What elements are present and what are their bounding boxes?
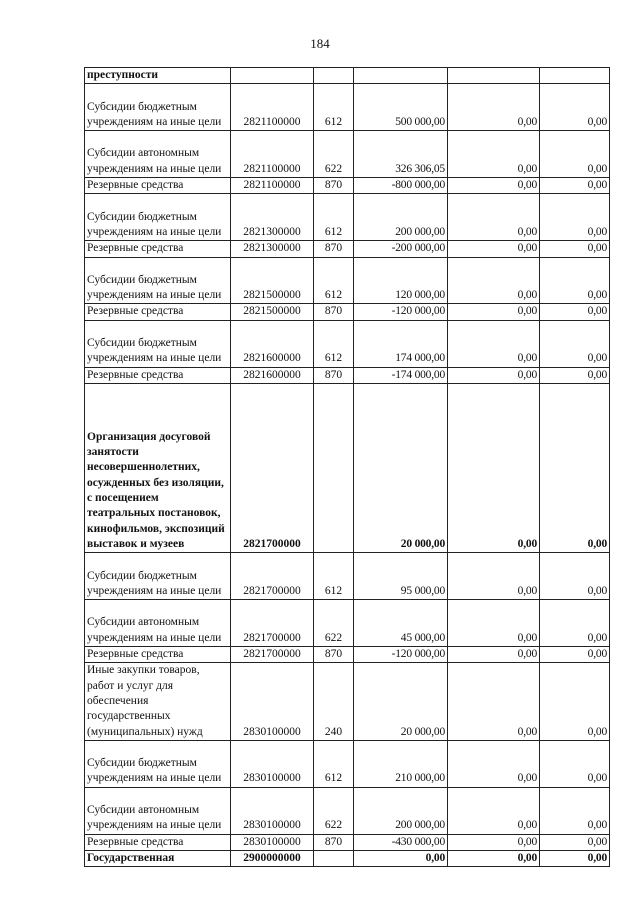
row-code-cell: 2821300000	[231, 241, 314, 257]
row-sum-2-cell: 0,00	[448, 647, 540, 663]
row-sum-3-cell: 0,00	[540, 850, 610, 866]
table-row	[85, 850, 610, 866]
row-code-cell: 2821700000	[231, 383, 314, 552]
row-sum-3-cell: 0,00	[540, 194, 610, 241]
row-sum-2-cell: 0,00	[448, 194, 540, 241]
row-sum-3-cell: 0,00	[540, 131, 610, 178]
row-sum-2-cell: 0,00	[448, 787, 540, 834]
row-expense-type-cell: 612	[314, 194, 354, 241]
row-name-cell: преступности	[85, 68, 231, 84]
page-number: 184	[310, 36, 330, 51]
row-code-cell: 2821700000	[231, 553, 314, 600]
row-sum-2-cell: 0,00	[448, 600, 540, 647]
row-name-cell: Субсидии автономным учреждениям на иные цели	[85, 131, 231, 178]
row-sum-3-cell: 0,00	[540, 367, 610, 383]
row-expense-type-cell: 870	[314, 304, 354, 320]
table-row	[85, 663, 610, 741]
row-name-cell: Субсидии бюджетным учреждениям на иные цели	[85, 320, 231, 367]
row-name-cell: Резервные средства	[85, 834, 231, 850]
row-name-cell: Субсидии бюджетным учреждениям на иные цели	[85, 257, 231, 304]
row-sum-1-cell: -200 000,00	[354, 241, 448, 257]
row-sum-1-cell: -800 000,00	[354, 178, 448, 194]
row-sum-3-cell: 0,00	[540, 257, 610, 304]
row-expense-type-cell	[314, 68, 354, 84]
row-sum-2-cell: 0,00	[448, 850, 540, 866]
row-sum-2-cell: 0,00	[448, 383, 540, 552]
row-expense-type-cell	[314, 850, 354, 866]
row-expense-type-cell: 870	[314, 178, 354, 194]
row-code-cell: 2830100000	[231, 787, 314, 834]
table-row	[85, 131, 610, 178]
table-row	[85, 241, 610, 257]
row-sum-2-cell: 0,00	[448, 304, 540, 320]
row-sum-3-cell: 0,00	[540, 320, 610, 367]
table-row	[85, 600, 610, 647]
budget-table-body	[85, 68, 610, 867]
row-expense-type-cell: 870	[314, 367, 354, 383]
table-row	[85, 178, 610, 194]
row-code-cell: 2821300000	[231, 194, 314, 241]
row-sum-2-cell: 0,00	[448, 178, 540, 194]
row-name-cell: Резервные средства	[85, 241, 231, 257]
row-sum-1-cell	[354, 68, 448, 84]
row-sum-3-cell: 0,00	[540, 647, 610, 663]
row-sum-1-cell: -430 000,00	[354, 834, 448, 850]
row-expense-type-cell: 612	[314, 257, 354, 304]
row-expense-type-cell: 870	[314, 834, 354, 850]
row-expense-type-cell: 612	[314, 553, 354, 600]
row-sum-1-cell: 0,00	[354, 850, 448, 866]
row-name-cell: Субсидии бюджетным учреждениям на иные цели	[85, 194, 231, 241]
table-row	[85, 257, 610, 304]
row-code-cell: 2821700000	[231, 647, 314, 663]
row-code-cell: 2821100000	[231, 131, 314, 178]
row-sum-3-cell	[540, 68, 610, 84]
row-sum-1-cell: 500 000,00	[354, 84, 448, 131]
row-sum-2-cell: 0,00	[448, 241, 540, 257]
row-sum-1-cell: 45 000,00	[354, 600, 448, 647]
row-name-cell: Резервные средства	[85, 367, 231, 383]
row-name-cell: Субсидии бюджетным учреждениям на иные цели	[85, 553, 231, 600]
budget-table	[84, 67, 610, 867]
row-sum-2-cell	[448, 68, 540, 84]
row-sum-3-cell: 0,00	[540, 241, 610, 257]
row-sum-3-cell: 0,00	[540, 834, 610, 850]
row-code-cell: 2821600000	[231, 320, 314, 367]
row-sum-3-cell: 0,00	[540, 178, 610, 194]
row-sum-3-cell: 0,00	[540, 663, 610, 741]
table-row	[85, 68, 610, 84]
table-row	[85, 383, 610, 552]
row-sum-1-cell: -174 000,00	[354, 367, 448, 383]
table-row	[85, 194, 610, 241]
row-expense-type-cell: 240	[314, 663, 354, 741]
row-name-cell: Субсидии бюджетным учреждениям на иные цели	[85, 740, 231, 787]
row-sum-1-cell: -120 000,00	[354, 304, 448, 320]
table-row	[85, 787, 610, 834]
row-name-cell: Иные закупки товаров, работ и услуг для обеспечения государственных (муниципальных) нужд	[85, 663, 231, 741]
row-code-cell	[231, 68, 314, 84]
row-name-cell: Субсидии автономным учреждениям на иные цели	[85, 787, 231, 834]
row-code-cell: 2821100000	[231, 178, 314, 194]
table-row	[85, 84, 610, 131]
row-sum-3-cell: 0,00	[540, 740, 610, 787]
row-expense-type-cell: 612	[314, 84, 354, 131]
row-sum-2-cell: 0,00	[448, 553, 540, 600]
row-name-cell: Субсидии бюджетным учреждениям на иные цели	[85, 84, 231, 131]
row-expense-type-cell	[314, 383, 354, 552]
row-name-cell: Резервные средства	[85, 304, 231, 320]
row-sum-1-cell: -120 000,00	[354, 647, 448, 663]
row-sum-1-cell: 20 000,00	[354, 383, 448, 552]
row-code-cell: 2821500000	[231, 257, 314, 304]
row-code-cell: 2821700000	[231, 600, 314, 647]
table-row	[85, 740, 610, 787]
row-sum-1-cell: 200 000,00	[354, 194, 448, 241]
table-row	[85, 834, 610, 850]
row-name-cell: Резервные средства	[85, 647, 231, 663]
row-sum-1-cell: 95 000,00	[354, 553, 448, 600]
row-code-cell: 2830100000	[231, 834, 314, 850]
row-name-cell: Резервные средства	[85, 178, 231, 194]
row-sum-3-cell: 0,00	[540, 553, 610, 600]
row-code-cell: 2821500000	[231, 304, 314, 320]
table-row	[85, 320, 610, 367]
table-row	[85, 367, 610, 383]
row-sum-1-cell: 326 306,05	[354, 131, 448, 178]
row-sum-3-cell: 0,00	[540, 84, 610, 131]
row-code-cell: 2830100000	[231, 663, 314, 741]
row-expense-type-cell: 622	[314, 600, 354, 647]
row-sum-1-cell: 174 000,00	[354, 320, 448, 367]
row-expense-type-cell: 612	[314, 320, 354, 367]
row-expense-type-cell: 612	[314, 740, 354, 787]
row-code-cell: 2821600000	[231, 367, 314, 383]
row-sum-2-cell: 0,00	[448, 84, 540, 131]
row-code-cell: 2830100000	[231, 740, 314, 787]
row-name-cell: Организация досуговой занятости несовершеннолетних, осужденных без изоляции, с посещением театральных постановок, кинофильмов, экспозиций выставок и музеев	[85, 383, 231, 552]
row-expense-type-cell: 622	[314, 131, 354, 178]
table-row	[85, 647, 610, 663]
row-sum-2-cell: 0,00	[448, 834, 540, 850]
row-sum-1-cell: 210 000,00	[354, 740, 448, 787]
table-row	[85, 304, 610, 320]
row-sum-2-cell: 0,00	[448, 131, 540, 178]
row-sum-2-cell: 0,00	[448, 257, 540, 304]
row-sum-3-cell: 0,00	[540, 787, 610, 834]
row-sum-2-cell: 0,00	[448, 740, 540, 787]
row-expense-type-cell: 870	[314, 647, 354, 663]
row-sum-3-cell: 0,00	[540, 304, 610, 320]
row-expense-type-cell: 870	[314, 241, 354, 257]
row-sum-2-cell: 0,00	[448, 663, 540, 741]
row-sum-1-cell: 200 000,00	[354, 787, 448, 834]
row-code-cell: 2821100000	[231, 84, 314, 131]
row-sum-1-cell: 120 000,00	[354, 257, 448, 304]
row-sum-3-cell: 0,00	[540, 600, 610, 647]
row-name-cell: Субсидии автономным учреждениям на иные цели	[85, 600, 231, 647]
row-code-cell: 2900000000	[231, 850, 314, 866]
row-sum-3-cell: 0,00	[540, 383, 610, 552]
row-expense-type-cell: 622	[314, 787, 354, 834]
row-sum-2-cell: 0,00	[448, 367, 540, 383]
row-name-cell: Государственная	[85, 850, 231, 866]
table-row	[85, 553, 610, 600]
row-sum-1-cell: 20 000,00	[354, 663, 448, 741]
row-sum-2-cell: 0,00	[448, 320, 540, 367]
